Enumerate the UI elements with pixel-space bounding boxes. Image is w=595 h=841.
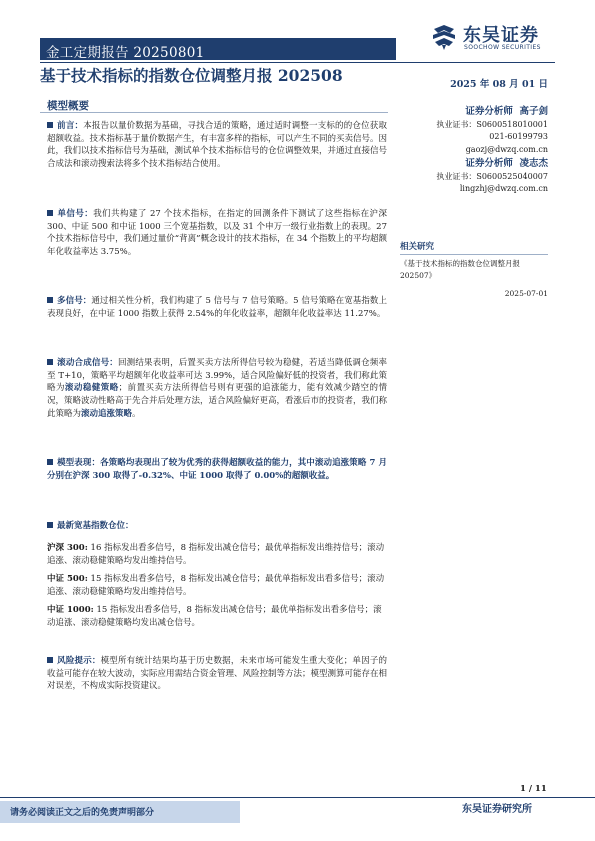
bullet-text: 模型所有统计结果均基于历史数据，未来市场可能发生重大变化；单因子的收益可能存在较大波动，实际应用需结合资金管理、风险控制等方法；模型测算可能存在相对误差，不构成实际投资建议。	[47, 656, 388, 692]
bullet-risk-warning	[47, 655, 387, 693]
analyst-2-name: 凌志杰	[519, 158, 548, 169]
report-date	[400, 79, 548, 92]
analyst-card-1	[400, 106, 548, 156]
bullet-preface	[47, 120, 387, 171]
bullet-text-b: ；前置买卖方法所得信号则有更强的追涨能力，能有效减少踏空的情况，策略波动性略高于先合并后处理方法，适合风险偏好更高，看涨后市的投资者，我们称此策略为	[47, 383, 388, 419]
analyst-2-cert: 执业证书：S0600525040007	[436, 171, 548, 181]
analyst-1-cert: 执业证书：S0600518010001	[436, 119, 548, 129]
bullet-rolling-signal	[47, 357, 387, 421]
bullet-square-icon	[47, 210, 53, 216]
bullet-text-a: 回测结果表明，后置买卖方法所得信号较为稳健，若适当降低调仓频率至 T+10，策略平均超额年化收益率可达 3.99%，适合风险偏好低的投资者，我们称此策略为	[47, 358, 387, 394]
bullet-square-icon	[47, 122, 53, 128]
bullet-multi-signal	[47, 295, 387, 320]
position-index-label: 中证 500:	[47, 574, 88, 584]
analyst-2-email[interactable]: lingzhj@dwzq.com.cn	[459, 184, 548, 193]
bullet-square-icon	[47, 297, 53, 303]
bullet-square-icon	[47, 522, 53, 528]
bullet-latest-position	[47, 520, 387, 533]
bullet-text: 本报告以量价数据为基础，寻找合适的策略，通过适时调整一支标的的仓位获取超额收益。技术指标基于量价数据产生，有丰富多样的指标，可以产生不同的买卖信号。因此，我们以技术指标信号为基础，测试单个技术指标信号的仓位调整效果，并通过直接信号合成法和滚动搜索法将多个技术指标结合使用。	[47, 121, 388, 170]
report-date-text: 2025 年 08 月 01 日	[450, 79, 548, 90]
related-research-heading: 相关研究	[400, 242, 435, 252]
position-index-label: 中证 1000:	[47, 605, 94, 615]
bullet-lead: 模型表现：	[57, 458, 101, 468]
bullet-square-icon	[47, 359, 53, 365]
section-divider	[40, 112, 388, 113]
disclaimer-band	[0, 801, 240, 823]
bullet-lead: 单信号：	[57, 209, 94, 219]
section-label-summary: 模型概要	[47, 100, 89, 112]
position-zz500	[47, 573, 387, 598]
position-text: 15 指标发出看多信号，8 指标发出减仓信号；最优单指标发出看多信号；滚动追涨、滚动稳健策略均发出维持信号。	[47, 574, 385, 597]
bullet-lead: 多信号：	[57, 296, 92, 306]
related-research-link[interactable]: 《基于技术指标的指数仓位调整月报 202507》	[400, 259, 520, 280]
analyst-1-email[interactable]: gaozj@dwzq.com.cn	[465, 144, 548, 154]
disclaimer-notice: 请务必阅读正文之后的免责声明部分	[10, 808, 155, 818]
bullet-lead: 前言：	[57, 121, 84, 131]
report-title: 基于技术指标的指数仓位调整月报 202508	[40, 66, 343, 85]
strategy-name-steady: 滚动稳健策略	[64, 383, 119, 394]
bullet-single-signal	[47, 208, 387, 259]
strategy-name-chase: 滚动追涨策略	[81, 408, 133, 419]
analyst-2-role: 证券分析师	[465, 158, 513, 169]
bullet-square-icon	[47, 459, 53, 465]
report-type-label: 金工定期报告 20250801	[46, 45, 205, 61]
logo-text-en: SOOCHOW SECURITIES	[464, 44, 541, 51]
position-zz1000	[47, 604, 387, 629]
title-divider	[40, 62, 555, 63]
bullet-text: 我们共构建了 27 个技术指标，在指定的回测条件下测试了这些指标在沪深 300、中证 500 和中证 1000 三个宽基指数，以及 31 个申万一级行业指数上的表现。27 个技术指标信号中，我们通过量价“背离”概念设计的技术指标，在 34 个指数上的平均超额年化收益率达 3.75%。	[47, 209, 387, 258]
bullet-text: 各策略均表现出了较为优秀的获得超额收益的能力，	[100, 458, 298, 468]
report-type-band	[40, 38, 396, 60]
bullet-lead: 风险提示：	[57, 656, 101, 666]
related-research-date: 2025-07-01	[504, 289, 548, 298]
bullet-text: 通过相关性分析，我们构建了 5 信号与 7 信号策略。5 信号策略在宽基指数上表现良好，在中证 1000 指数上获得 2.54%的年化收益率，超额年化收益率达 11.27%。	[47, 296, 387, 319]
bullet-text-bold: 其中滚动追涨策略 7 月分别在沪深 300 取得了-0.32%、中证 1000 取得了 0.00%的超额收益。	[47, 458, 387, 481]
bullet-model-performance	[47, 457, 387, 482]
analyst-1-role: 证券分析师	[465, 106, 513, 117]
analyst-1-name: 高子剑	[519, 106, 548, 117]
position-hs300	[47, 542, 387, 567]
logo-text-cn: 东吴证券	[463, 25, 539, 46]
footer-divider	[0, 797, 595, 798]
analyst-1-title	[400, 106, 548, 119]
analyst-1-phone: 021-60199793	[489, 132, 548, 141]
position-text: 16 指标发出看多信号，8 指标发出减仓信号；最优单指标发出维持信号；滚动追涨、滚动稳健策略均发出维持信号。	[47, 543, 385, 566]
related-divider	[400, 254, 548, 255]
analyst-2-title	[400, 158, 548, 171]
company-logo	[430, 20, 560, 56]
position-index-label: 沪深 300:	[47, 543, 88, 553]
page-number: 1 / 11	[520, 784, 547, 794]
bullet-text-c: 。	[132, 408, 141, 419]
analyst-card-2	[400, 158, 548, 196]
bullet-lead: 最新宽基指数仓位：	[57, 521, 134, 531]
position-text: 15 指标发出看多信号，8 指标发出减仓信号；最优单指标发出看多信号；滚动追涨、滚动稳健策略均发出减仓信号。	[47, 605, 382, 628]
footer-institute: 东吴证券研究所	[462, 804, 532, 815]
soochow-logo-icon	[430, 23, 458, 51]
bullet-square-icon	[47, 657, 53, 663]
bullet-lead: 滚动合成信号：	[57, 358, 118, 368]
